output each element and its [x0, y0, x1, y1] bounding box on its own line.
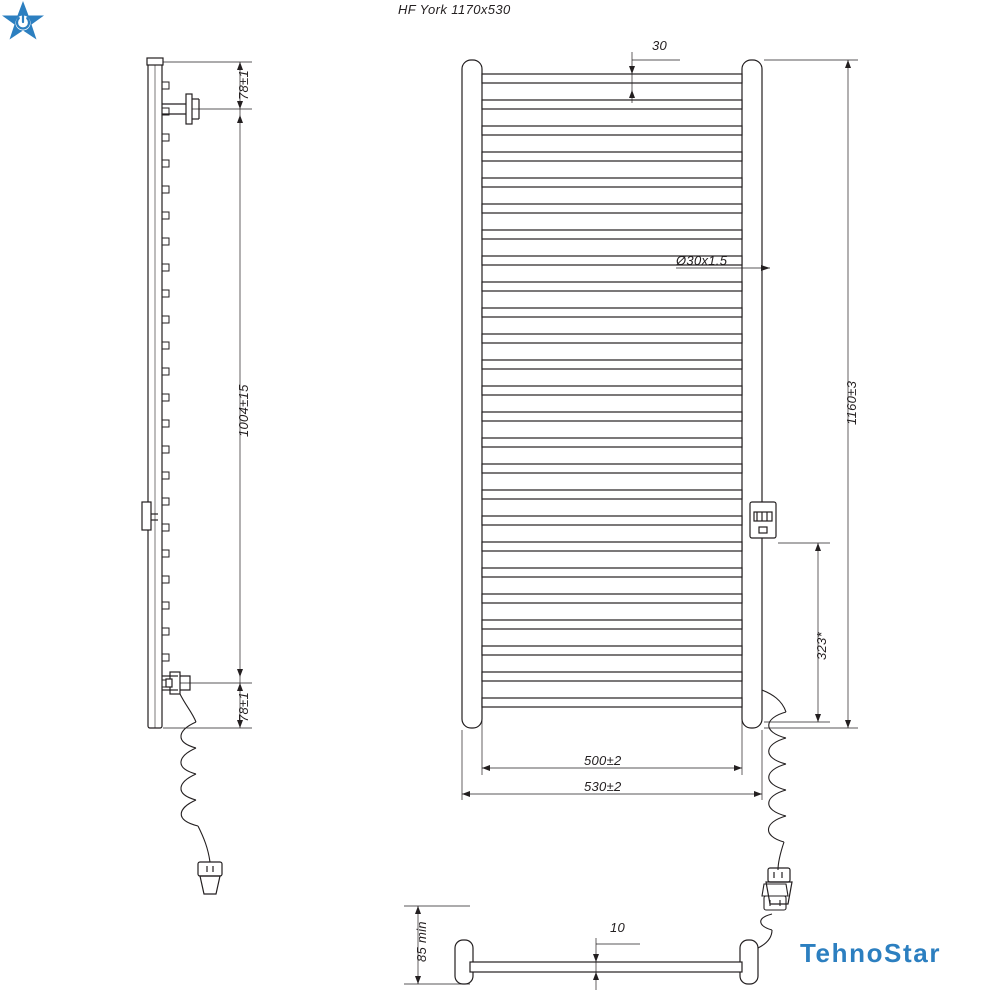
label-bar-thickness: 10 [610, 920, 626, 935]
side-plug [198, 862, 222, 894]
front-view [462, 52, 858, 904]
label-side-total: 1004±15 [236, 384, 251, 437]
label-pitch-30: 30 [652, 38, 668, 53]
label-side-top-offset: 78±1 [236, 69, 251, 100]
side-power-cord [180, 694, 210, 862]
label-inner-width: 500±2 [584, 753, 622, 768]
star-power-icon [0, 0, 46, 46]
label-floor-clearance: 85 min [414, 921, 429, 962]
label-side-bottom-offset: 78±1 [236, 691, 251, 722]
front-plug [766, 868, 792, 904]
drawing-title: HF York 1170x530 [398, 2, 511, 17]
label-outer-width: 530±2 [584, 779, 622, 794]
front-heater-block [750, 502, 776, 538]
brand-name: TehnoStar [800, 938, 942, 968]
label-heater-height: 323* [814, 632, 829, 660]
side-view [142, 58, 252, 894]
ladder-rungs [482, 74, 742, 707]
bottom-plug [758, 884, 788, 948]
label-overall-height: 1160±3 [844, 380, 859, 425]
bottom-view [404, 884, 788, 990]
front-power-cord [762, 690, 786, 870]
label-tube-spec: Ø30x1.5 [676, 253, 728, 268]
